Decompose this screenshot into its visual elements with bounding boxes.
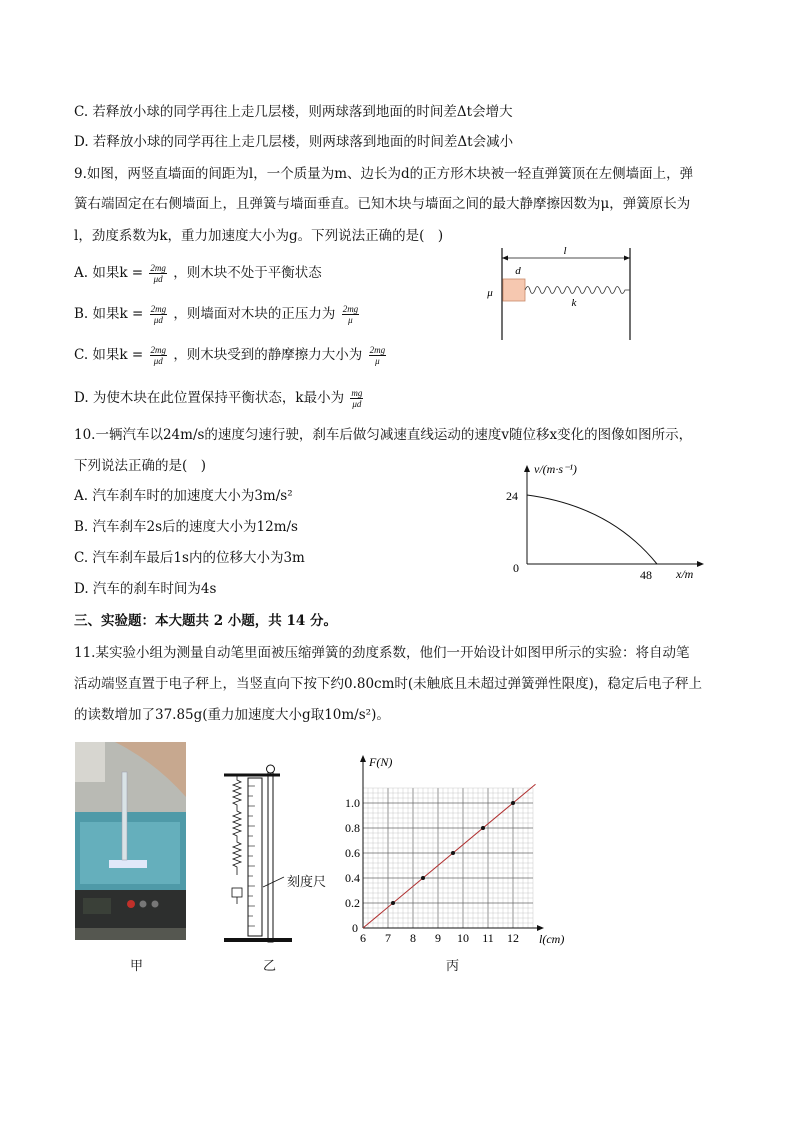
x-arrow-icon (537, 925, 544, 931)
y-tick-label: 0.6 (345, 846, 360, 860)
y-axis-label: v/(m·s⁻¹) (534, 462, 577, 476)
x-tick-label: 11 (482, 931, 494, 945)
data-point (481, 826, 485, 830)
q9-option-b: B. 如果k = $\frac{2mg}{\mu d}$ ，则墙面对木块的正压力为 $\frac{2mg}{\mu}$ (74, 304, 359, 325)
data-point (451, 851, 455, 855)
v-x-curve (527, 495, 657, 564)
q9-stem-line2: 簧右端固定在右侧墙面上，且弹簧与墙面垂直。已知木块与墙面之间的最大静摩擦因数为μ，弹簧原长为 (74, 196, 691, 212)
caption-jia: 甲 (130, 959, 144, 974)
x-axis-label: x/m (676, 567, 694, 581)
x-axis-label: l(cm) (539, 932, 565, 946)
label-mu: μ (487, 287, 493, 299)
q10-stem-line1: 10.一辆汽车以24m/s的速度匀速行驶，刹车后做匀减速直线运动的速度v随位移x变化的图像如图所示， (74, 427, 693, 443)
y-axis-label: F(N) (369, 755, 393, 769)
fraction: $\frac{2mg}{\mu d}$ (150, 263, 166, 284)
f-l-chart (342, 752, 577, 952)
spring-ruler-apparatus (222, 762, 348, 948)
x-tick-label: 6 (360, 931, 366, 945)
q8-option-d: D. 若释放小球的同学再往上走几层楼，则两球落到地面的时间差Δt会减小 (74, 134, 514, 150)
origin-label: 0 (513, 561, 519, 575)
label-d: d (515, 265, 521, 277)
y-tick-label: 1.0 (345, 796, 360, 810)
label-l: l (563, 245, 567, 257)
hanging-spring (233, 776, 241, 875)
x-tick-label: 10 (457, 931, 469, 945)
spring (525, 287, 630, 294)
q9-stem-line3: l，劲度系数为k，重力加速度大小为g。下列说法正确的是( ) (74, 228, 444, 244)
x-tick-label: 12 (507, 931, 519, 945)
wood-block (503, 279, 525, 301)
q9-stem-line1: 9.如图，两竖直墙面的间距为l，一个质量为m、边长为d的正方形木块被一轻直弹簧顶在左侧墙面上，弹 (74, 166, 694, 182)
label-k: k (571, 297, 577, 309)
x-tick-label: 8 (410, 931, 416, 945)
x-tick-48: 48 (640, 568, 652, 582)
fraction: $\frac{2mg}{\mu}$ (369, 345, 386, 366)
q9-option-d: D. 为使木块在此位置保持平衡状态，k最小为 $\frac{mg}{\mu d}$ (74, 388, 363, 409)
y-tick-label: 0.2 (345, 896, 360, 910)
fraction: $\frac{2mg}{\mu d}$ (150, 304, 167, 325)
chart-marks (363, 784, 536, 928)
section-three-heading: 三、实验题：本大题共 2 小题，共 14 分。 (74, 613, 337, 629)
q10-option-d: D. 汽车的刹车时间为4s (74, 581, 217, 597)
data-point (391, 901, 395, 905)
caption-bing: 丙 (446, 959, 460, 974)
fit-line (363, 784, 536, 928)
data-point (511, 801, 515, 805)
data-point (421, 876, 425, 880)
q10-option-a: A. 汽车刹车时的加速度大小为3m/s² (74, 488, 293, 504)
q8-option-c: C. 若释放小球的同学再往上走几层楼，则两球落到地面的时间差Δt会增大 (74, 104, 513, 120)
q11-stem-line1: 11.某实验小组为测量自动笔里面被压缩弹簧的劲度系数，他们一开始设计如图甲所示的实验：将自动笔 (74, 645, 690, 661)
arrow-right-icon (624, 256, 630, 261)
photo-pen-on-scale (75, 742, 186, 940)
hanging-weight (232, 888, 242, 897)
q10-option-b: B. 汽车刹车2s后的速度大小为12m/s (74, 519, 298, 535)
y-tick-label: 0.4 (345, 871, 360, 885)
fraction: $\frac{mg}{\mu d}$ (351, 388, 363, 409)
q11-stem-line3: 的读数增加了37.85g(重力加速度大小g取10m/s²)。 (74, 707, 390, 723)
y-arrow-icon (360, 755, 366, 762)
y-arrow-icon (524, 465, 530, 472)
x-tick-label: 9 (435, 931, 441, 945)
q9-spring-figure (480, 244, 650, 344)
x-tick-label: 7 (385, 931, 391, 945)
caption-yi: 乙 (263, 959, 277, 974)
ruler (248, 778, 262, 936)
fraction: $\frac{2mg}{\mu}$ (342, 304, 359, 325)
y-tick-label: 0.8 (345, 821, 360, 835)
q9-option-a: A. 如果k = $\frac{2mg}{\mu d}$ ，则木块不处于平衡状态 (74, 263, 322, 284)
q10-option-c: C. 汽车刹车最后1s内的位移大小为3m (74, 550, 305, 566)
arrow-left-icon (502, 256, 508, 261)
fraction: $\frac{2mg}{\mu d}$ (150, 345, 167, 366)
y-tick-24: 24 (506, 489, 518, 503)
x-arrow-icon (697, 561, 704, 567)
ruler-label: 刻度尺 (287, 875, 327, 890)
q10-stem-line2: 下列说法正确的是( ) (74, 458, 207, 474)
q11-stem-line2: 活动端竖直置于电子秤上，当竖直向下按下约0.80cm时(未触底且未超过弹簧弹性限度)，稳定后电子秤上 (74, 676, 702, 692)
pole-knob (267, 765, 275, 773)
q9-option-c: C. 如果k = $\frac{2mg}{\mu d}$ ，则木块受到的静摩擦力大小为 $\frac{2mg}{\mu}$ (74, 345, 386, 366)
y-tick-label: 0 (352, 921, 358, 935)
stand-pole (268, 766, 273, 942)
q10-vx-graph (490, 462, 710, 584)
